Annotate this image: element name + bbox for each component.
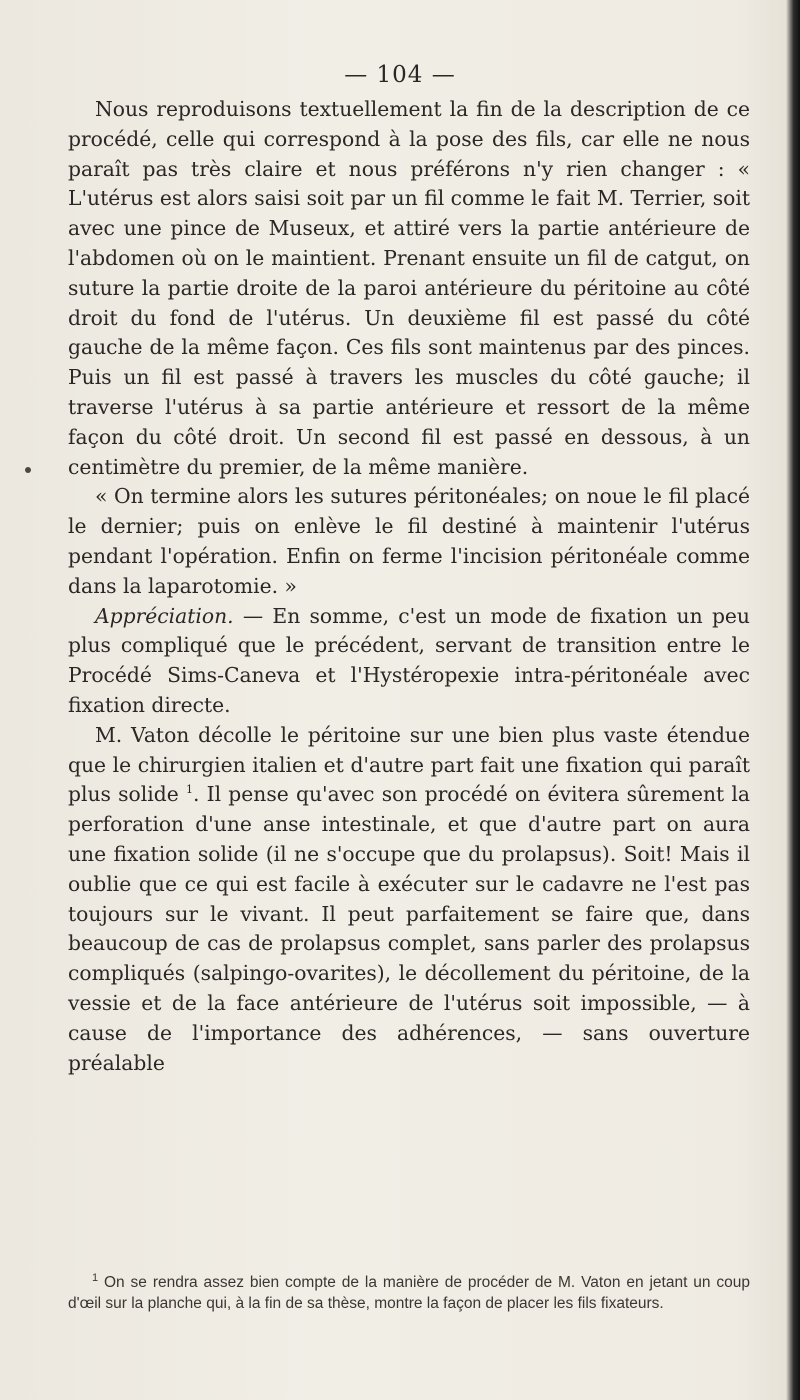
paragraph-appreciation	[68, 602, 750, 721]
ink-spot	[25, 467, 31, 473]
page-binding-shadow	[786, 0, 800, 1400]
vaton-text-end: . Il pense qu'avec son procédé on évitera sûrement la perforation d'une anse intestinale, et que d'autre part on aura une fixation solide (il ne s'occupe que du prolapsus). Soit! Mais il oublie que ce qui est facile à exécuter sur le cadavre ne l'est pas toujours sur le vivant. Il peut parfaitement se faire que, dans beaucoup de cas de prolapsus complet, sans parler des prolapsus compliqués (salpingo-ovarites), le décollement du péritoine, de la vessie et de la face antérieure de l'utérus soit impossible, — à cause de l'importance des adhérences, — sans ouverture préalable	[68, 782, 750, 1075]
page-number: — 104 —	[344, 62, 456, 88]
main-text	[68, 95, 750, 1078]
footnote-text: On se rendra assez bien compte de la manière de procéder de M. Vaton en jetant un coup d'œil sur la planche qui, à la fin de sa thèse, montre la façon de placer les fils fixateurs.	[68, 1274, 750, 1312]
appreciation-text: — En somme, c'est un mode de fixation un peu plus compliqué que le précédent, servant de transition entre le Procédé Sims-Caneva et l'Hystéropexie intra-péritonéale avec fixation directe.	[68, 603, 750, 717]
appreciation-heading: Appréciation.	[95, 603, 234, 628]
footnote-marker: 1	[92, 1271, 99, 1284]
paragraph-vaton	[68, 721, 750, 1079]
vaton-text-start: M. Vaton décolle le péritoine sur une bien plus vaste étendue que le chirurgien italien et d'autre part fait une fixation qui paraît plus solide	[68, 722, 750, 807]
paragraph-quote-end: « On termine alors les sutures péritonéales; on noue le fil placé le dernier; puis on enlève le fil destiné à maintenir l'utérus pendant l'opération. Enfin on ferme l'incision péritonéale comme dans la laparotomie. »	[68, 484, 750, 598]
paragraph-description: Nous reproduisons textuellement la fin de la description de ce procédé, celle qui correspond à la pose des fils, car elle ne nous paraît pas très claire et nous préférons n'y rien changer : « L'utérus est alors saisi soit par un fil comme le fait M. Terrier, soit avec une pince de Museux, et attiré vers la partie antérieure de l'abdomen où on le maintient. Prenant ensuite un fil de catgut, on suture la partie droite de la paroi antérieure du péritoine au côté droit du fond de l'utérus. Un deuxième fil est passé du côté gauche de la même façon. Ces fils sont maintenus par des pinces. Puis un fil est passé à travers les muscles du côté gauche; il traverse l'utérus à sa partie antérieure et ressort de la même façon du côté droit. Un second fil est passé en dessous, à un centimètre du premier, de la même manière.	[68, 97, 750, 479]
footnote-paragraph	[68, 1272, 750, 1314]
footnote-reference[interactable]: 1	[185, 783, 193, 797]
footnote	[68, 1272, 750, 1314]
